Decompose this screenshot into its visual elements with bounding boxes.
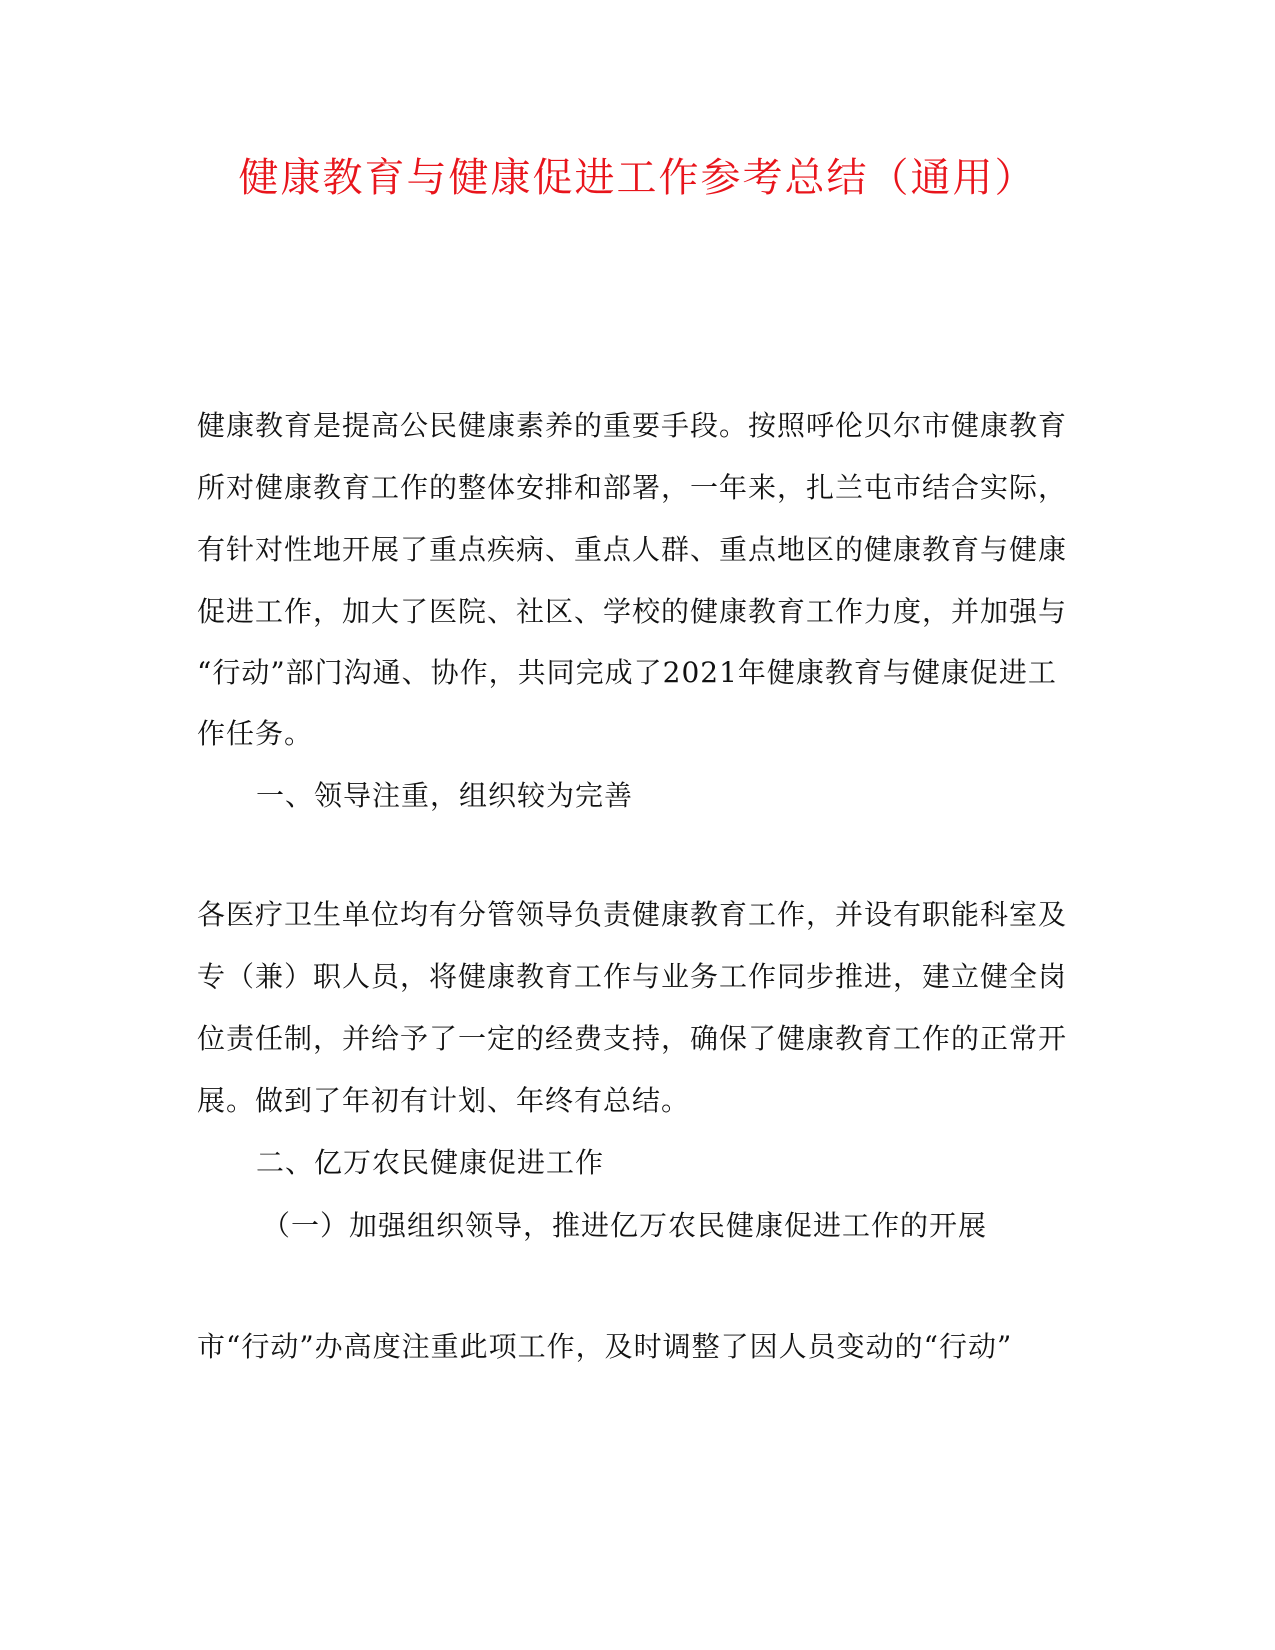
paragraph-line: “行动”部门沟通、协作，共同完成了2021年健康教育与健康促进工 bbox=[197, 656, 1057, 689]
paragraph-line: 专（兼）职人员，将健康教育工作与业务工作同步推进，建立健全岗 bbox=[197, 960, 1068, 993]
document-title: 健康教育与健康促进工作参考总结（通用） bbox=[238, 155, 1037, 201]
paragraph-line: 健康教育是提高公民健康素养的重要手段。按照呼伦贝尔市健康教育 bbox=[197, 409, 1068, 442]
section-heading: 二、亿万农民健康促进工作 bbox=[256, 1146, 605, 1179]
paragraph-line: 所对健康教育工作的整体安排和部署，一年来，扎兰屯市结合实际， bbox=[197, 471, 1068, 504]
paragraph-line: 市“行动”办高度注重此项工作，及时调整了因人员变动的“行动” bbox=[197, 1330, 1013, 1363]
paragraph-line: 各医疗卫生单位均有分管领导负责健康教育工作，并设有职能科室及 bbox=[197, 898, 1068, 931]
paragraph-line: 位责任制，并给予了一定的经费支持，确保了健康教育工作的正常开 bbox=[197, 1022, 1068, 1055]
paragraph-line: 有针对性地开展了重点疾病、重点人群、重点地区的健康教育与健康 bbox=[197, 533, 1068, 566]
paragraph-line: 展。做到了年初有计划、年终有总结。 bbox=[197, 1084, 691, 1117]
paragraph-line: 作任务。 bbox=[197, 717, 314, 750]
paragraph-line: 促进工作，加大了医院、社区、学校的健康教育工作力度，并加强与 bbox=[197, 595, 1068, 628]
section-heading: 一、领导注重，组织较为完善 bbox=[256, 779, 634, 812]
subsection-heading: （一）加强组织领导，推进亿万农民健康促进工作的开展 bbox=[262, 1209, 988, 1242]
